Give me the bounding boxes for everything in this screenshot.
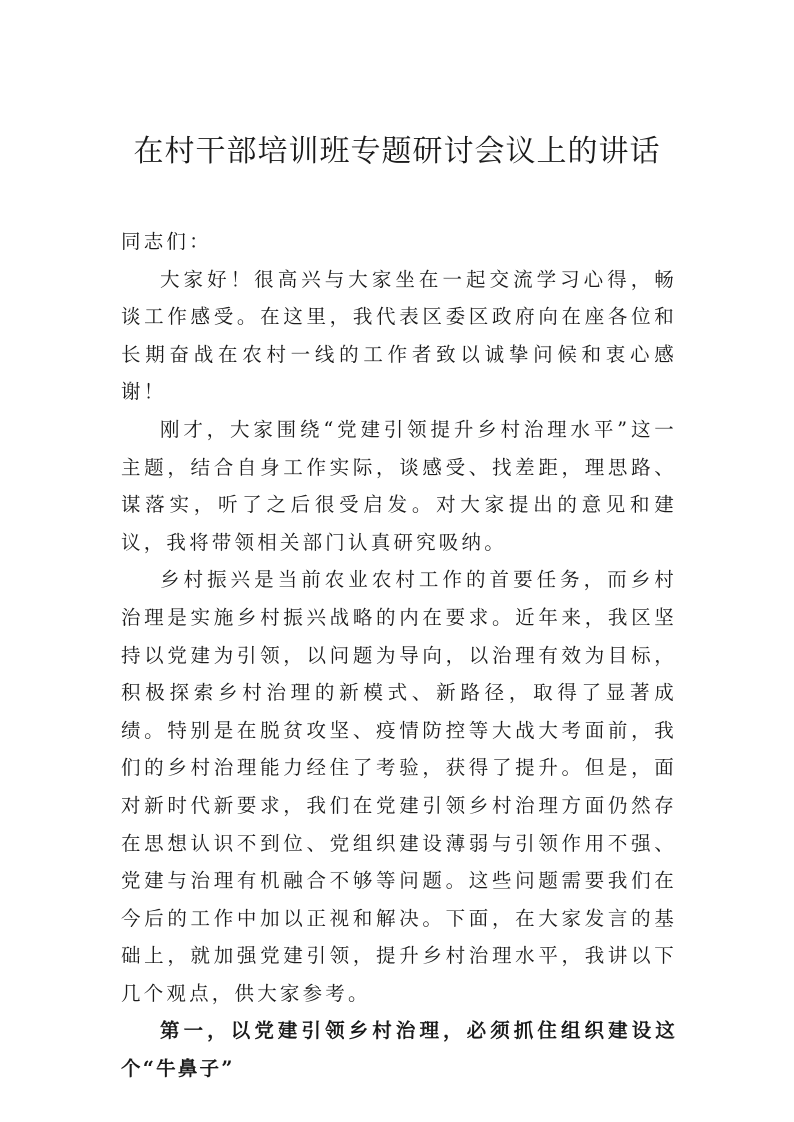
paragraph-discussion: 刚才，大家围绕“党建引领提升乡村治理水平”这一主题，结合自身工作实际，谈感受、找差距，理思路、谋落实，听了之后很受启发。对大家提出的意见和建议，我将带领相关部门认真研究吸纳。 [121,417,677,554]
paragraph-rural-revitalization: 乡村振兴是当前农业农村工作的首要任务，而乡村治理是实施乡村振兴战略的内在要求。近年来，我区坚持以党建为引领，以问题为导向，以治理有效为目标，积极探索乡村治理的新模式、新路径，取得了显著成绩。特别是在脱贫攻坚、疫情防控等大战大考面前，我们的乡村治理能力经住了考验，获得了提升。但是，面对新时代新要求，我们在党建引领乡村治理方面仍然存在思想认识不到位、党组织建设薄弱与引领作用不强、党建与治理有机融合不够等问题。这些问题需要我们在今后的工作中加以正视和解决。下面，在大家发言的基础上，就加强党建引领，提升乡村治理水平，我讲以下几个观点，供大家参考。 [121,568,677,1005]
document-title: 在村干部培训班专题研讨会议上的讲话 [133,134,661,169]
paragraph-greeting: 大家好！很高兴与大家坐在一起交流学习心得，畅谈工作感受。在这里，我代表区委区政府向在座各位和长期奋战在农村一线的工作者致以诚挚问候和衷心感谢！ [121,267,677,404]
salutation: 同志们： [121,230,212,253]
document-body [121,223,677,1088]
section-heading: 第一，以党建引领乡村治理，必须抓住组织建设这个“牛鼻子” [121,1019,677,1081]
